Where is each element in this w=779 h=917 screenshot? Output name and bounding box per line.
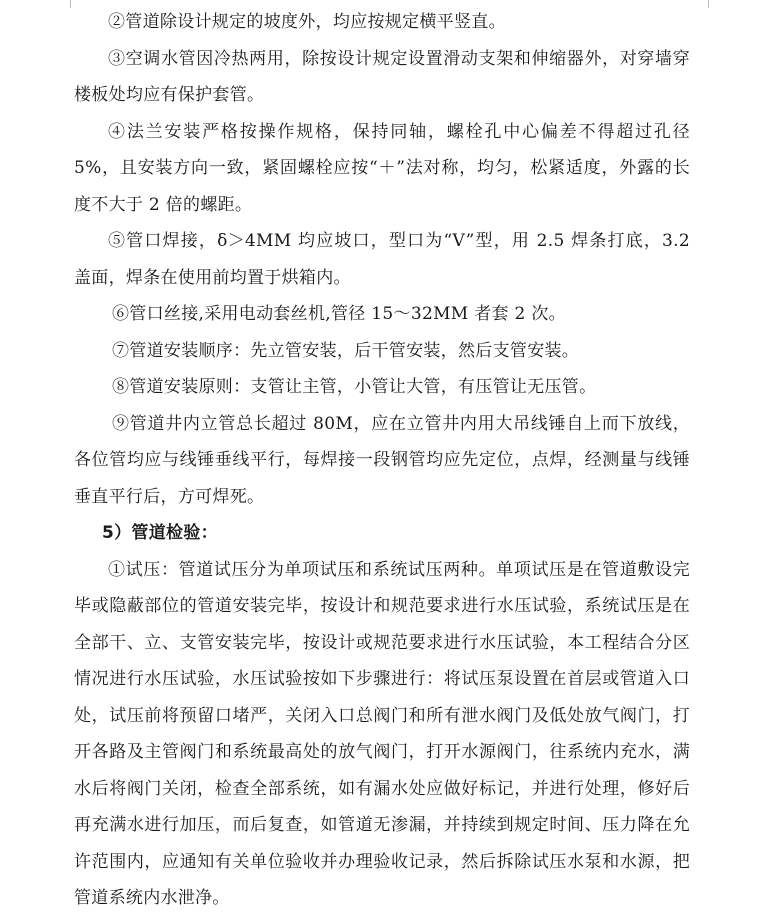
paragraph-welding: ⑤管口焊接，δ＞4MM 均应坡口，型口为“V”型，用 2.5 焊条打底，3.2 盖面，焊条在使用前均置于烘箱内。 xyxy=(74,231,690,288)
paragraph-sleeve: ③空调水管因冷热两用，除按设计规定设置滑动支架和伸缩器外，对穿墙穿楼板处均应有保护套管。 xyxy=(74,48,690,105)
paragraph-install-principle: ⑧管道安装原则：支管让主管，小管让大管，有压管让无压管。 xyxy=(112,377,597,397)
paragraph-pressure-test: ①试压：管道试压分为单项试压和系统试压两种。单项试压是在管道敷设完毕或隐蔽部位的管道安装完毕，按设计和规范要求进行水压试验，系统试压是在全部干、立、支管安装完毕，按设计或规范要求进行水压试验，本工程结合分区情况进行水压试验，水压试验按如下步骤进行：将试压泵设置在首层或管道入口处，试压前将预留口堵严，关闭入口总阀门和所有泄水阀门及低处放气阀门，打开各路及主管阀门和系统最高处的放气阀门，打开水源阀门，往系统内充水，满水后将阀门关闭，检查全部系统，如有漏水处应做好标记，并进行处理，修好后再充满水进行加压，而后复查，如管道无渗漏，并持续到规定时间、压力降在允许范围内，应通知有关单位验收并办理验收记录，然后拆除试压水泵和水源，把管道系统内水泄净。 xyxy=(74,559,690,908)
paragraph-slope: ②管道除设计规定的坡度外，均应按规定横平竖直。 xyxy=(108,12,506,32)
paragraph-install-order: ⑦管道安装顺序：先立管安装，后干管安装，然后支管安装。 xyxy=(112,340,580,361)
paragraph-riser: ⑨管道井内立管总长超过 80M，应在立管井内用大吊线锤自上而下放线，各位管均应与线锤垂线平行，每焊接一段钢管均应先定位，点焊，经测量与线锤垂直平行后，方可焊死。 xyxy=(74,413,690,507)
margin-mark-right xyxy=(708,0,709,8)
margin-mark-left xyxy=(70,0,71,8)
paragraph-threading: ⑥管口丝接,采用电动套丝机,管径 15～32MM 者套 2 次。 xyxy=(112,304,566,324)
document-body xyxy=(74,4,690,917)
section-heading: 5）管道检验： xyxy=(102,523,218,543)
paragraph-flange: ④法兰安装严格按操作规格，保持同轴，螺栓孔中心偏差不得超过孔径 5%，且安装方向一致，紧固螺栓应按“＋”法对称，均匀，松紧适度，外露的长度不大于 2 倍的螺距。 xyxy=(74,121,690,215)
